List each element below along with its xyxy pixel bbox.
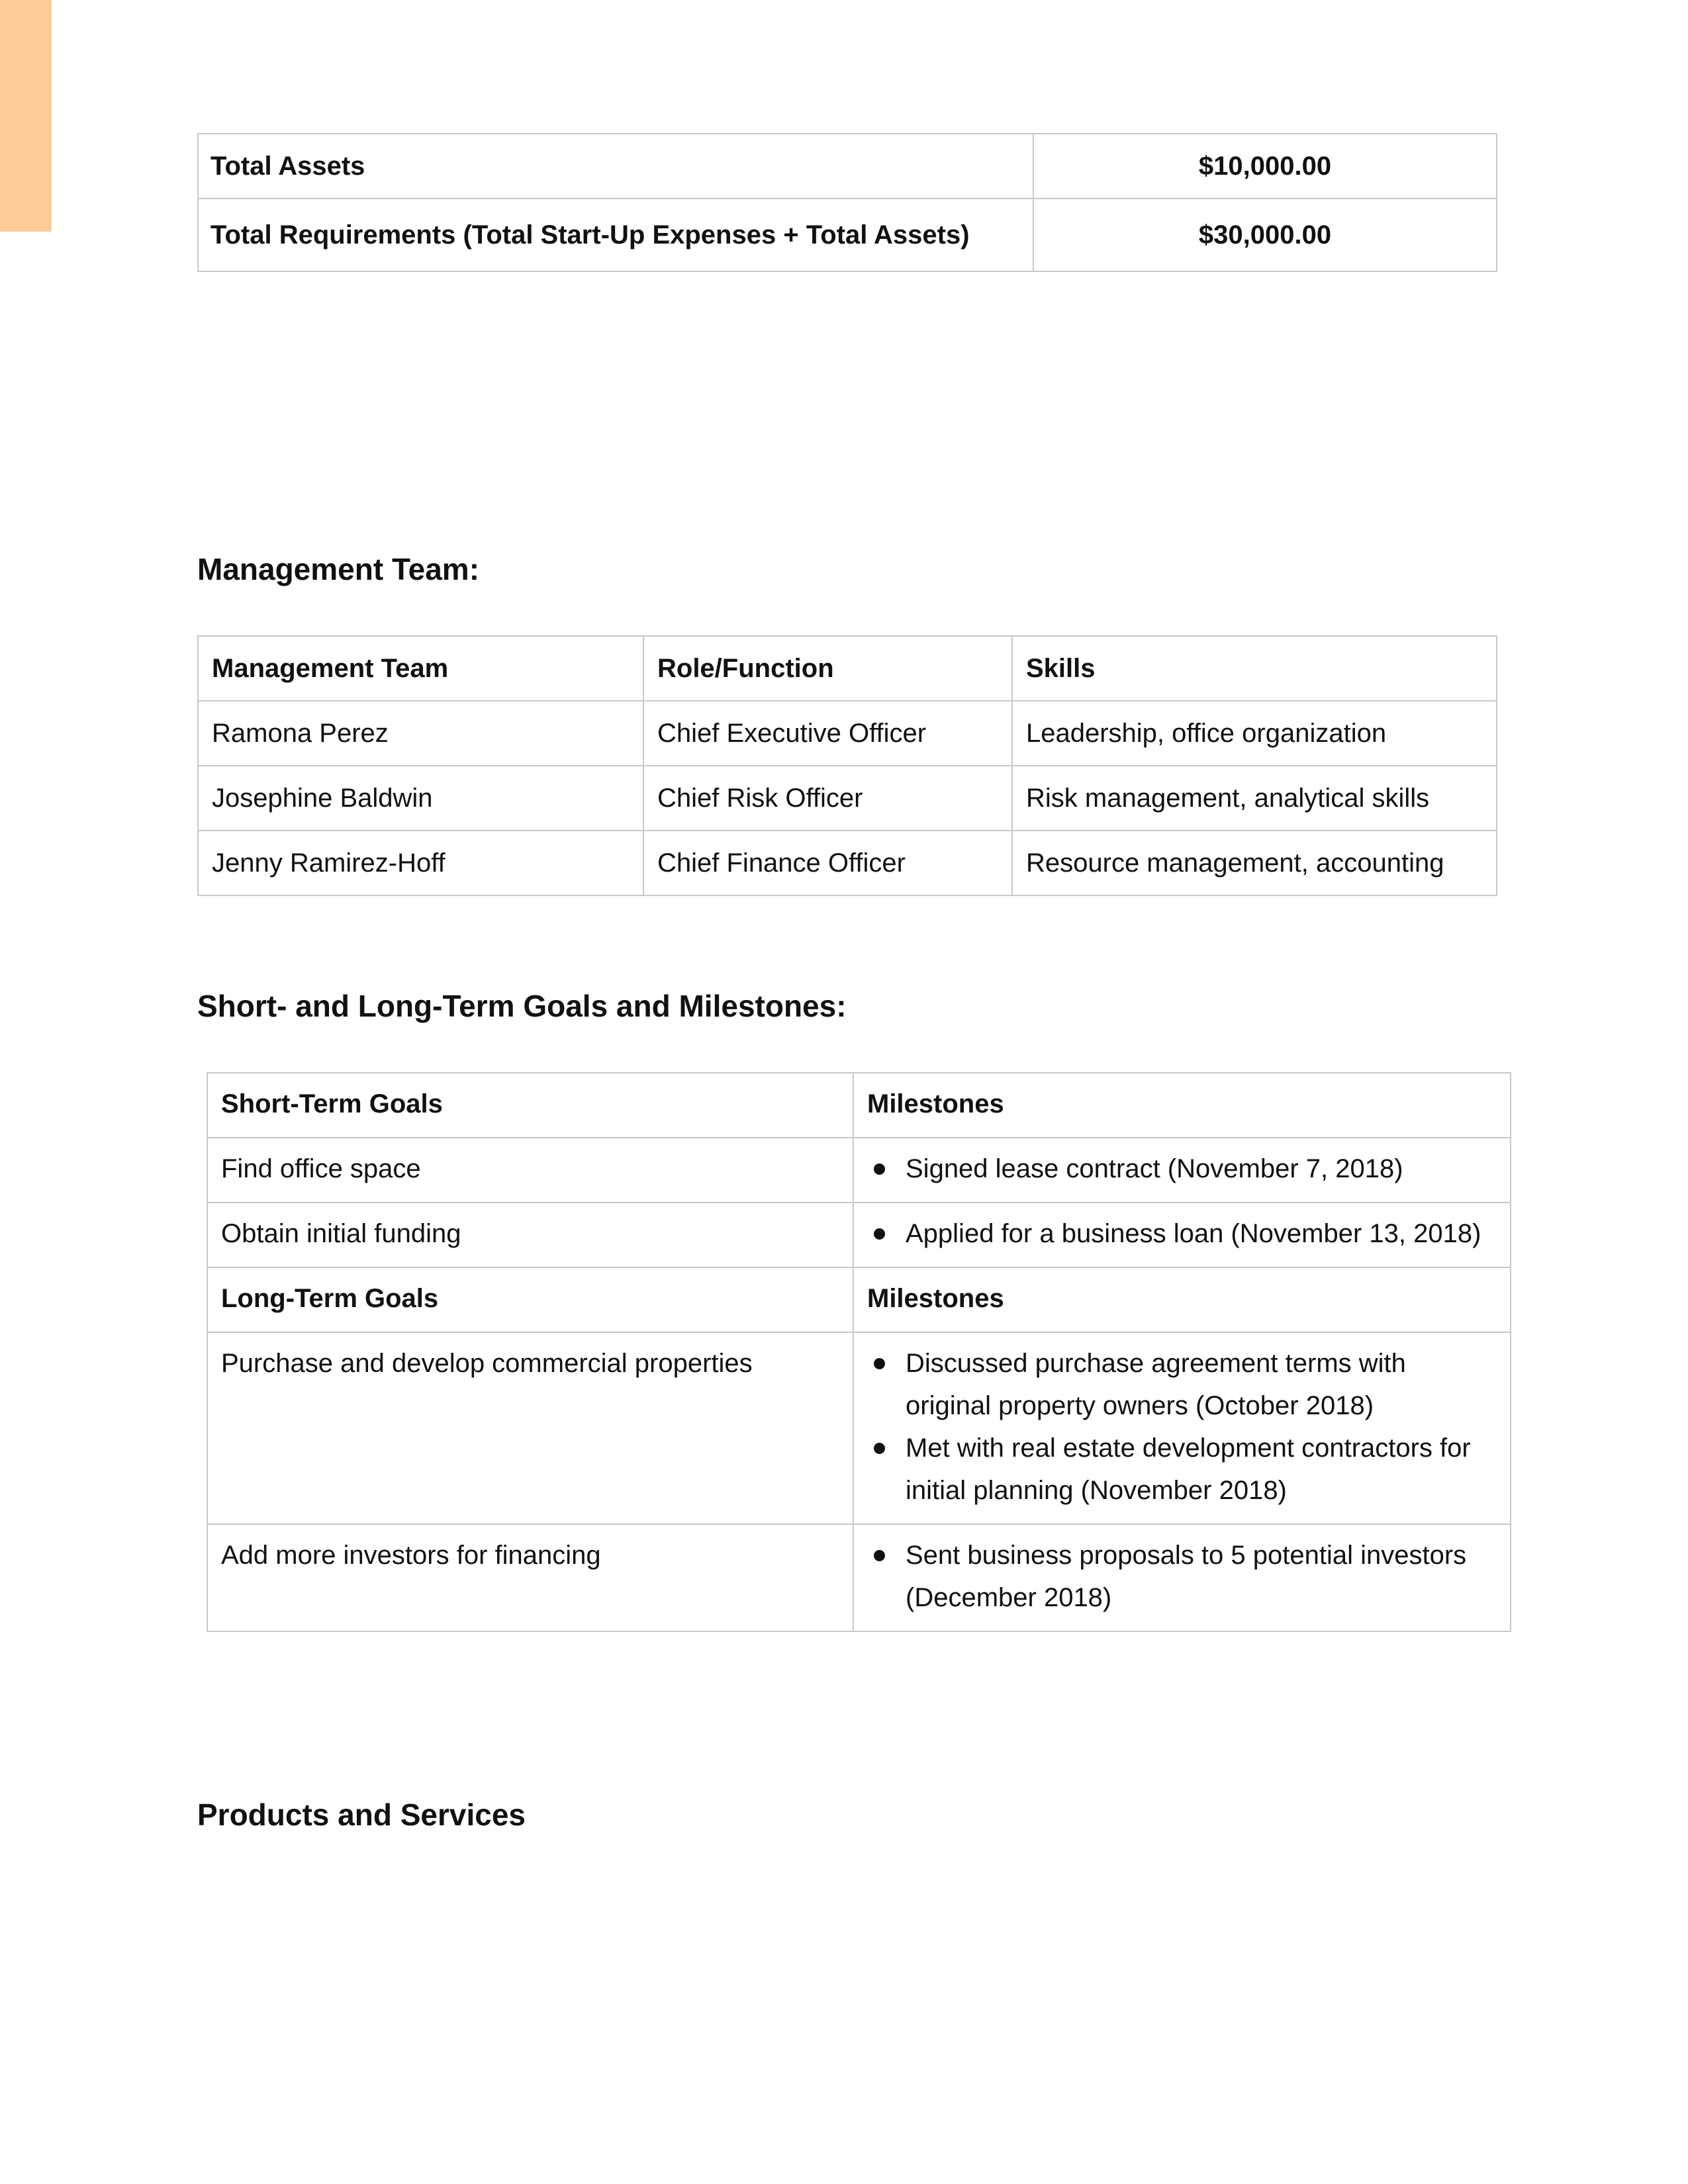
column-header: Role/Function	[643, 636, 1012, 701]
table-header-row	[207, 1073, 1511, 1138]
milestone-list	[867, 1534, 1497, 1619]
goal-cell: Add more investors for financing	[207, 1524, 853, 1631]
management-team-heading: Management Team:	[197, 552, 480, 586]
table-row	[207, 1524, 1511, 1631]
total-requirements-label: Total Requirements (Total Start-Up Expenses + Total Assets)	[198, 199, 1033, 271]
milestone-item: Applied for a business loan (November 13, 2018)	[906, 1212, 1497, 1255]
goal-cell: Obtain initial funding	[207, 1203, 853, 1267]
milestones-cell	[853, 1332, 1511, 1524]
milestone-item: Met with real estate development contractors for initial planning (November 2018)	[906, 1427, 1497, 1512]
milestones-cell	[853, 1203, 1511, 1267]
member-role: Chief Risk Officer	[643, 766, 1012, 831]
milestone-item: Signed lease contract (November 7, 2018)	[906, 1148, 1497, 1190]
table-row	[207, 1138, 1511, 1203]
milestones-header: Milestones	[853, 1073, 1511, 1138]
goals-milestones-table	[207, 1072, 1511, 1632]
goal-cell: Purchase and develop commercial properties	[207, 1332, 853, 1524]
table-row	[198, 701, 1497, 766]
management-team-table	[197, 635, 1497, 896]
table-row	[198, 766, 1497, 831]
table-row	[198, 134, 1497, 199]
column-header: Management Team	[198, 636, 643, 701]
member-name: Josephine Baldwin	[198, 766, 643, 831]
table-row	[198, 831, 1497, 895]
goal-cell: Find office space	[207, 1138, 853, 1203]
table-header-row	[207, 1267, 1511, 1332]
member-role: Chief Executive Officer	[643, 701, 1012, 766]
table-header-row	[198, 636, 1497, 701]
member-skills: Leadership, office organization	[1012, 701, 1497, 766]
milestone-item: Discussed purchase agreement terms with original property owners (October 2018)	[906, 1342, 1497, 1427]
member-skills: Risk management, analytical skills	[1012, 766, 1497, 831]
table-row	[207, 1203, 1511, 1267]
products-services-heading: Products and Services	[197, 1797, 526, 1832]
member-skills: Resource management, accounting	[1012, 831, 1497, 895]
member-role: Chief Finance Officer	[643, 831, 1012, 895]
total-assets-value: $10,000.00	[1033, 134, 1497, 199]
member-name: Jenny Ramirez-Hoff	[198, 831, 643, 895]
long-term-goals-header: Long-Term Goals	[207, 1267, 853, 1332]
milestone-list	[867, 1212, 1497, 1255]
milestone-list	[867, 1148, 1497, 1190]
milestones-header: Milestones	[853, 1267, 1511, 1332]
milestones-cell	[853, 1524, 1511, 1631]
member-name: Ramona Perez	[198, 701, 643, 766]
goals-heading: Short- and Long-Term Goals and Milestones:	[197, 989, 847, 1023]
milestone-item: Sent business proposals to 5 potential investors (December 2018)	[906, 1534, 1497, 1619]
accent-bar	[0, 0, 52, 232]
milestones-cell	[853, 1138, 1511, 1203]
short-term-goals-header: Short-Term Goals	[207, 1073, 853, 1138]
assets-summary-table	[197, 133, 1497, 272]
table-row	[207, 1332, 1511, 1524]
total-assets-label: Total Assets	[198, 134, 1033, 199]
column-header: Skills	[1012, 636, 1497, 701]
table-row	[198, 199, 1497, 271]
total-requirements-value: $30,000.00	[1033, 199, 1497, 271]
milestone-list	[867, 1342, 1497, 1512]
